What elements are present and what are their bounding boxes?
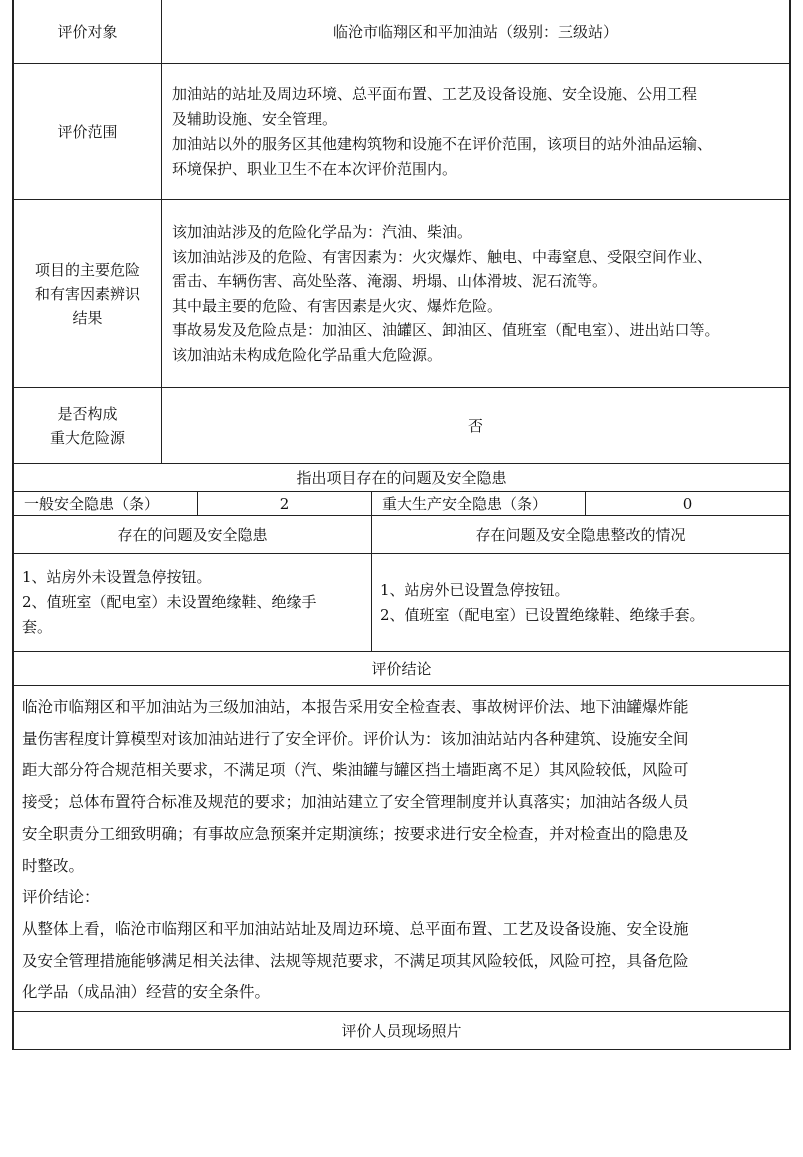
- conclusion-body: [12, 686, 791, 1012]
- hazard-line: 该加油站涉及的危险、有害因素为：火灾爆炸、触电、中毒窒息、受限空间作业、: [172, 247, 713, 266]
- general-hazard-label: 一般安全隐患（条）: [14, 492, 198, 515]
- scope-line: 及辅助设施、安全管理。: [172, 109, 338, 128]
- conclusion-line: 临沧市临翔区和平加油站为三级加油站，本报告采用安全检查表、事故树评价法、地下油罐爆炸能: [22, 698, 689, 716]
- row-hazard-identification: [12, 200, 791, 388]
- general-hazard-count: 2: [198, 492, 372, 515]
- major-hazard-label: 重大生产安全隐患（条）: [372, 492, 586, 515]
- conclusion-line: 及安全管理措施能够满足相关法律、法规等规范要求，不满足项其风险较低，风险可控，具备危险: [22, 951, 689, 970]
- label-evaluation-object: 评价对象: [14, 0, 162, 63]
- value-major-hazard: 否: [467, 416, 483, 435]
- row-issue-details: [12, 554, 791, 652]
- conclusion-line: 接受；总体布置符合标准及规范的要求；加油站建立了安全管理制度并认真落实；加油站各级人员: [22, 793, 689, 812]
- evaluation-table: [12, 0, 791, 1050]
- conclusion-line: 量伤害程度计算模型对该加油站进行了安全评价。评价认为：该加油站站内各种建筑、设施安全间: [22, 729, 689, 748]
- hazard-line: 该加油站未构成危险化学品重大危险源。: [172, 345, 443, 364]
- rectification-column-header: 存在问题及安全隐患整改的情况: [475, 526, 686, 544]
- issue-item: 1、站房外未设置急停按钮。: [22, 568, 212, 586]
- hazard-label-line: 项目的主要危险: [34, 260, 140, 279]
- conclusion-line: 时整改。: [22, 856, 85, 875]
- value-evaluation-object: 临沧市临翔区和平加油站（级别：三级站）: [332, 22, 618, 41]
- row-issue-headers: [12, 516, 791, 554]
- value-evaluation-scope: [162, 64, 789, 199]
- row-major-hazard: [12, 388, 791, 464]
- hazard-line: 该加油站涉及的危险化学品为：汽油、柴油。: [172, 223, 473, 241]
- hazard-line: 雷击、车辆伤害、高处坠落、淹溺、坍塌、山体滑坡、泥石流等。: [172, 272, 608, 290]
- conclusion-line: 安全职责分工细致明确；有事故应急预案并定期演练；按要求进行安全检查，并对检查出的隐患及: [22, 824, 689, 843]
- major-hazard-label-line: 是否构成: [57, 404, 118, 423]
- photos-title: 评价人员现场照片: [12, 1012, 791, 1050]
- conclusion-line: 评价结论：: [22, 888, 100, 907]
- issues-column-header: 存在的问题及安全隐患: [14, 516, 372, 553]
- scope-line: 环境保护、职业卫生不在本次评价范围内。: [172, 159, 458, 178]
- label-major-hazard: [14, 388, 162, 463]
- conclusion-title: 评价结论: [12, 652, 791, 686]
- conclusion-line: 距大部分符合规范相关要求，不满足项（汽、柴油罐与罐区挡土墙距离不足）其风险较低，风险可: [22, 761, 689, 780]
- issues-title: 指出项目存在的问题及安全隐患: [12, 464, 791, 492]
- row-evaluation-object: [12, 0, 791, 64]
- issue-item: 2、值班室（配电室）未设置绝缘鞋、绝缘手: [22, 593, 317, 611]
- row-hazard-counts: [12, 492, 791, 516]
- rectification-item: 2、值班室（配电室）已设置绝缘鞋、绝缘手套。: [380, 605, 705, 624]
- hazard-line: 事故易发及危险点是：加油区、油罐区、卸油区、值班室（配电室）、进出站口等。: [172, 321, 720, 339]
- rectification-item: 1、站房外已设置急停按钮。: [380, 580, 570, 599]
- major-hazard-label-line: 重大危险源: [49, 428, 125, 447]
- scope-line: 加油站以外的服务区其他建构筑物和设施不在评价范围，该项目的站外油品运输、: [172, 134, 713, 153]
- major-hazard-count: 0: [682, 494, 693, 513]
- scope-line: 加油站的站址及周边环境、总平面布置、工艺及设备设施、安全设施、公用工程: [172, 84, 698, 103]
- hazard-label-line: 和有害因素辨识: [34, 284, 140, 303]
- label-hazard-identification: [14, 200, 162, 387]
- value-hazard-identification: [162, 200, 789, 387]
- hazard-line: 其中最主要的危险、有害因素是火灾、爆炸危险。: [172, 296, 503, 315]
- label-evaluation-scope: 评价范围: [14, 64, 162, 199]
- row-evaluation-scope: [12, 64, 791, 200]
- hazard-label-line: 结果: [72, 308, 103, 327]
- rectification-list: [372, 554, 789, 651]
- conclusion-line: 化学品（成品油）经营的安全条件。: [22, 983, 271, 1002]
- issues-list: [14, 554, 372, 651]
- conclusion-line: 从整体上看，临沧市临翔区和平加油站站址及周边环境、总平面布置、工艺及设备设施、安全设施: [22, 919, 689, 938]
- issue-item: 套。: [22, 618, 53, 636]
